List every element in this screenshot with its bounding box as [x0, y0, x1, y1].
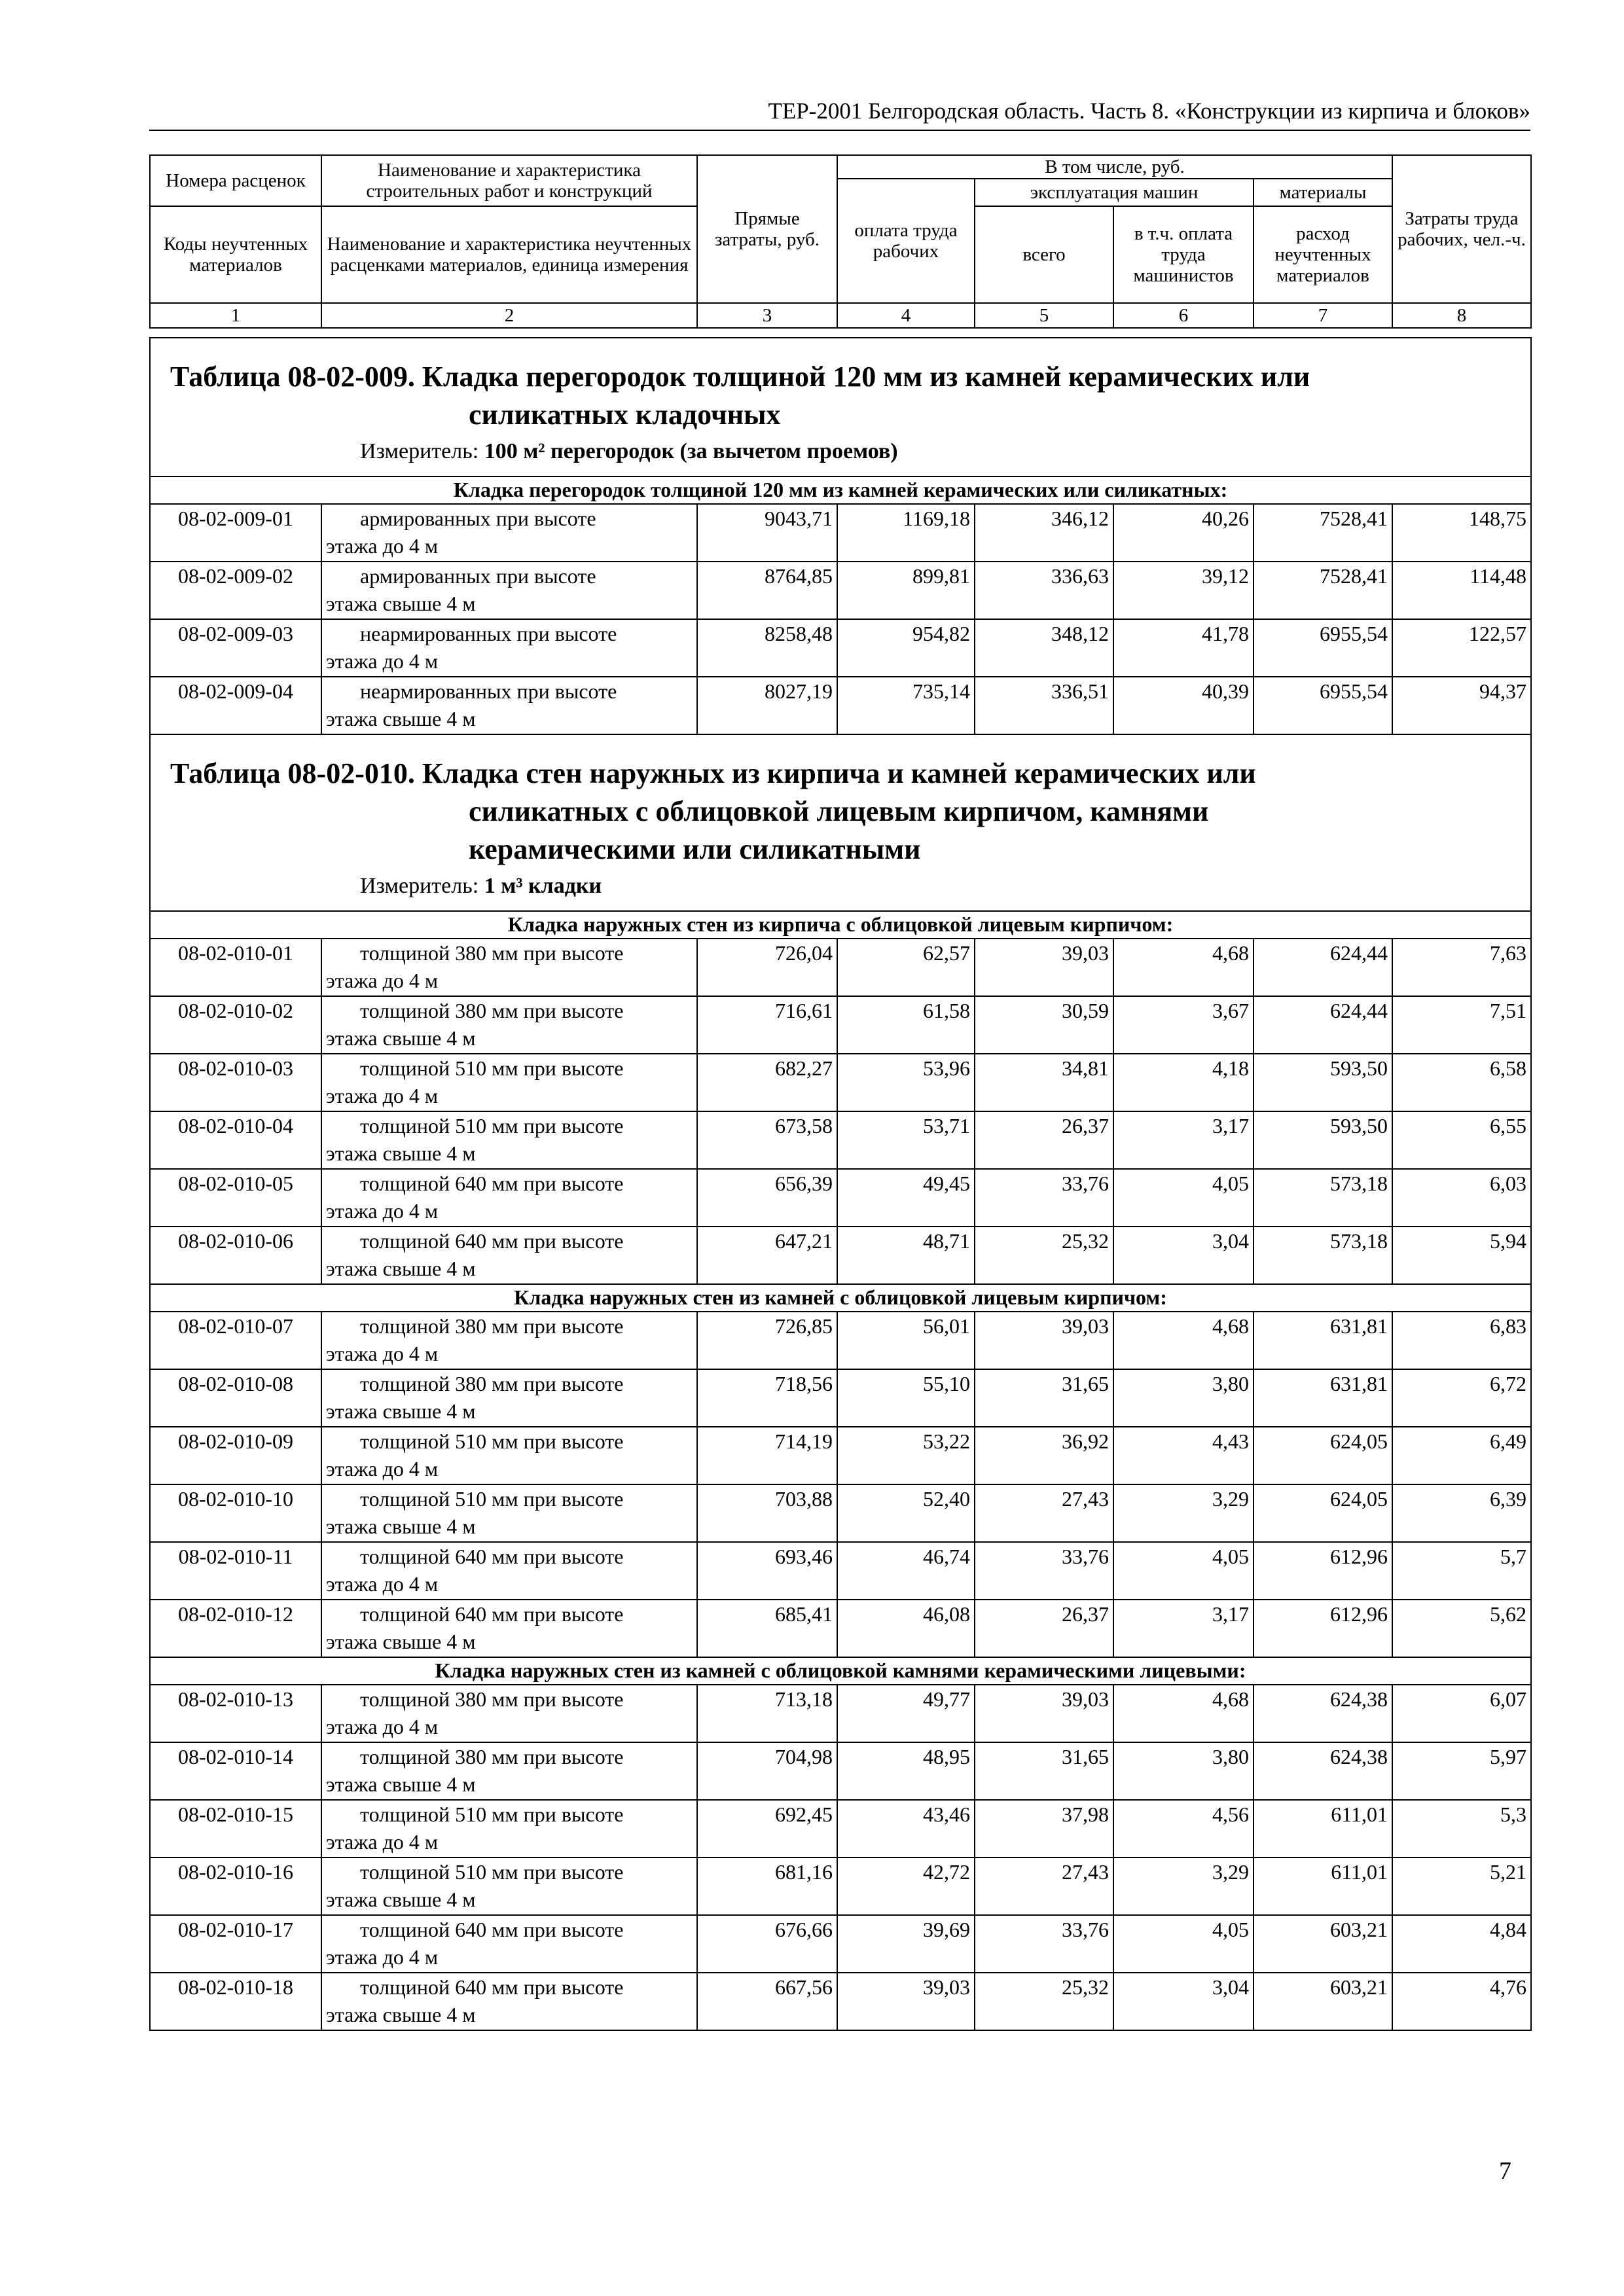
rate-name-line1: толщиной 380 мм при высоте — [360, 941, 624, 965]
value-c5: 33,76 — [975, 1169, 1113, 1227]
column-header-table — [149, 154, 1532, 329]
rate-name-line1: армированных при высоте — [360, 564, 596, 588]
value-c7: 624,05 — [1254, 1484, 1392, 1542]
value-c3: 692,45 — [697, 1800, 837, 1857]
value-c8: 6,83 — [1392, 1312, 1531, 1369]
value-c4: 52,40 — [837, 1484, 975, 1542]
value-c7: 7528,41 — [1254, 562, 1392, 619]
value-c3: 682,27 — [697, 1054, 837, 1111]
rate-name-line1: толщиной 380 мм при высоте — [360, 1314, 624, 1338]
value-c7: 624,38 — [1254, 1685, 1392, 1742]
value-c6: 3,04 — [1113, 1973, 1254, 2030]
rate-code: 08-02-010-16 — [150, 1857, 321, 1915]
rate-code: 08-02-010-15 — [150, 1800, 321, 1857]
col-machines-total-header: всего — [975, 206, 1113, 303]
rate-name-line1: толщиной 640 мм при высоте — [360, 1975, 624, 1999]
value-c6: 4,68 — [1113, 939, 1254, 996]
table-row — [150, 1169, 1531, 1227]
value-c4: 48,71 — [837, 1227, 975, 1284]
section-row — [150, 1657, 1531, 1685]
rate-name-line2: этажа до 4 м — [326, 1945, 439, 1969]
value-c8: 5,94 — [1392, 1227, 1531, 1284]
value-c4: 49,45 — [837, 1169, 975, 1227]
value-c5: 37,98 — [975, 1800, 1113, 1857]
section-row — [150, 911, 1531, 939]
rate-name — [321, 1169, 697, 1227]
value-c3: 726,85 — [697, 1312, 837, 1369]
rate-code: 08-02-009-01 — [150, 504, 321, 562]
rate-name-line2: этажа до 4 м — [326, 649, 439, 673]
value-c4: 735,14 — [837, 677, 975, 734]
rate-name-line1: толщиной 640 мм при высоте — [360, 1602, 624, 1626]
rate-name-line2: этажа свыше 4 м — [326, 2003, 476, 2026]
value-c7: 624,05 — [1254, 1427, 1392, 1484]
rate-name-line2: этажа до 4 м — [326, 1457, 439, 1480]
section-title: Кладка перегородок толщиной 120 мм из камней керамических или силикатных: — [150, 476, 1531, 504]
value-c3: 685,41 — [697, 1600, 837, 1657]
value-c6: 41,78 — [1113, 619, 1254, 677]
value-c8: 6,07 — [1392, 1685, 1531, 1742]
rate-name-line1: толщиной 380 мм при высоте — [360, 1745, 624, 1768]
header-rule — [149, 130, 1530, 131]
value-c6: 4,05 — [1113, 1542, 1254, 1600]
rate-name — [321, 619, 697, 677]
rate-code: 08-02-010-13 — [150, 1685, 321, 1742]
rate-name — [321, 1915, 697, 1973]
value-c4: 53,71 — [837, 1111, 975, 1169]
section-row — [150, 476, 1531, 504]
value-c4: 39,69 — [837, 1915, 975, 1973]
col-codes-header: Номера расценок — [150, 155, 321, 206]
rate-name-line1: толщиной 380 мм при высоте — [360, 1687, 624, 1711]
value-c6: 4,05 — [1113, 1169, 1254, 1227]
value-c3: 8027,19 — [697, 677, 837, 734]
value-c4: 899,81 — [837, 562, 975, 619]
value-c7: 611,01 — [1254, 1800, 1392, 1857]
rate-name — [321, 1054, 697, 1111]
value-c4: 46,74 — [837, 1542, 975, 1600]
table-title-line: силикатных кладочных — [469, 399, 781, 431]
value-c3: 656,39 — [697, 1169, 837, 1227]
machines-header: эксплуатация машин — [975, 179, 1254, 206]
value-c3: 703,88 — [697, 1484, 837, 1542]
table-meter — [170, 437, 1530, 467]
column-number: 3 — [697, 303, 837, 328]
value-c4: 39,03 — [837, 1973, 975, 2030]
value-c7: 593,50 — [1254, 1111, 1392, 1169]
rate-name-line2: этажа до 4 м — [326, 534, 439, 558]
rate-name — [321, 677, 697, 734]
value-c7: 6955,54 — [1254, 619, 1392, 677]
value-c5: 336,51 — [975, 677, 1113, 734]
table-row — [150, 1600, 1531, 1657]
value-c3: 681,16 — [697, 1857, 837, 1915]
meter-value: 100 м² перегородок (за вычетом проемов) — [484, 439, 898, 463]
col-machinist-wage-header: в т.ч. оплата труда машинистов — [1113, 206, 1254, 303]
table-title — [150, 734, 1531, 911]
value-c6: 3,17 — [1113, 1111, 1254, 1169]
value-c6: 3,67 — [1113, 996, 1254, 1054]
rate-name-line2: этажа свыше 4 м — [326, 707, 476, 730]
rate-name — [321, 504, 697, 562]
rate-name — [321, 1484, 697, 1542]
table-row — [150, 1369, 1531, 1427]
rate-name-line2: этажа свыше 4 м — [326, 1257, 476, 1280]
value-c3: 667,56 — [697, 1973, 837, 2030]
col-material-use-header: расход неучтенных материалов — [1254, 206, 1392, 303]
value-c4: 43,46 — [837, 1800, 975, 1857]
rate-name-line1: толщиной 510 мм при высоте — [360, 1056, 624, 1080]
rate-name-line1: толщиной 640 мм при высоте — [360, 1229, 624, 1253]
column-number: 7 — [1254, 303, 1392, 328]
value-c3: 704,98 — [697, 1742, 837, 1800]
included-header: В том числе, руб. — [837, 155, 1392, 179]
value-c8: 4,76 — [1392, 1973, 1531, 2030]
value-c5: 39,03 — [975, 939, 1113, 996]
value-c5: 31,65 — [975, 1369, 1113, 1427]
section-title: Кладка наружных стен из камней с облицовкой камнями керамическими лицевыми: — [150, 1657, 1531, 1685]
value-c7: 612,96 — [1254, 1600, 1392, 1657]
table-row — [150, 1312, 1531, 1369]
value-c6: 4,05 — [1113, 1915, 1254, 1973]
rate-code: 08-02-010-01 — [150, 939, 321, 996]
value-c8: 94,37 — [1392, 677, 1531, 734]
value-c4: 56,01 — [837, 1312, 975, 1369]
column-number: 5 — [975, 303, 1113, 328]
rate-code: 08-02-010-10 — [150, 1484, 321, 1542]
value-c5: 33,76 — [975, 1915, 1113, 1973]
value-c5: 39,03 — [975, 1685, 1113, 1742]
table-row — [150, 562, 1531, 619]
rate-code: 08-02-009-02 — [150, 562, 321, 619]
rate-code: 08-02-010-02 — [150, 996, 321, 1054]
value-c3: 714,19 — [697, 1427, 837, 1484]
value-c8: 6,03 — [1392, 1169, 1531, 1227]
rate-name-line2: этажа до 4 м — [326, 1342, 439, 1365]
rate-name — [321, 996, 697, 1054]
rate-name — [321, 1369, 697, 1427]
rate-name-line2: этажа свыше 4 м — [326, 1772, 476, 1796]
value-c3: 716,61 — [697, 996, 837, 1054]
value-c3: 718,56 — [697, 1369, 837, 1427]
table-number: Таблица 08-02-010. — [170, 757, 415, 789]
value-c8: 148,75 — [1392, 504, 1531, 562]
rate-name-line1: толщиной 510 мм при высоте — [360, 1860, 624, 1884]
value-c8: 5,21 — [1392, 1857, 1531, 1915]
meter-value: 1 м³ кладки — [484, 874, 602, 898]
rate-name-line1: толщиной 510 мм при высоте — [360, 1429, 624, 1453]
rate-code: 08-02-010-07 — [150, 1312, 321, 1369]
table-title-line: Кладка стен наружных из кирпича и камней керамических или — [422, 757, 1256, 789]
table-meter — [170, 871, 1530, 901]
column-number: 1 — [150, 303, 321, 328]
value-c6: 4,43 — [1113, 1427, 1254, 1484]
rate-name-line2: этажа до 4 м — [326, 969, 439, 992]
rate-code: 08-02-010-14 — [150, 1742, 321, 1800]
rate-name-line1: неармированных при высоте — [360, 679, 617, 703]
table-row — [150, 1685, 1531, 1742]
value-c6: 3,29 — [1113, 1484, 1254, 1542]
value-c5: 31,65 — [975, 1742, 1113, 1800]
value-c6: 3,17 — [1113, 1600, 1254, 1657]
table-title — [150, 338, 1531, 476]
rate-name-line1: толщиной 640 мм при высоте — [360, 1918, 624, 1941]
rate-name — [321, 1800, 697, 1857]
value-c4: 49,77 — [837, 1685, 975, 1742]
rate-code: 08-02-010-08 — [150, 1369, 321, 1427]
col-material-names-header: Наименование и характеристика неучтенных расценками материалов, единица измерения — [321, 206, 697, 303]
value-c5: 25,32 — [975, 1973, 1113, 2030]
rate-name — [321, 1600, 697, 1657]
table-row — [150, 1484, 1531, 1542]
table-title-row — [150, 734, 1531, 911]
value-c4: 42,72 — [837, 1857, 975, 1915]
value-c5: 34,81 — [975, 1054, 1113, 1111]
value-c4: 954,82 — [837, 619, 975, 677]
value-c8: 6,58 — [1392, 1054, 1531, 1111]
value-c7: 624,38 — [1254, 1742, 1392, 1800]
value-c7: 631,81 — [1254, 1369, 1392, 1427]
rate-name — [321, 1742, 697, 1800]
value-c4: 62,57 — [837, 939, 975, 996]
value-c7: 593,50 — [1254, 1054, 1392, 1111]
rate-name-line1: толщиной 380 мм при высоте — [360, 999, 624, 1022]
table-row — [150, 1915, 1531, 1973]
value-c4: 61,58 — [837, 996, 975, 1054]
value-c3: 673,58 — [697, 1111, 837, 1169]
rate-name-line1: толщиной 510 мм при высоте — [360, 1487, 624, 1511]
value-c5: 39,03 — [975, 1312, 1113, 1369]
value-c5: 26,37 — [975, 1600, 1113, 1657]
value-c4: 48,95 — [837, 1742, 975, 1800]
value-c8: 6,72 — [1392, 1369, 1531, 1427]
value-c5: 27,43 — [975, 1484, 1113, 1542]
rate-code: 08-02-010-17 — [150, 1915, 321, 1973]
value-c7: 624,44 — [1254, 939, 1392, 996]
value-c7: 603,21 — [1254, 1915, 1392, 1973]
rate-code: 08-02-010-09 — [150, 1427, 321, 1484]
col-material-codes-header: Коды неучтенных материалов — [150, 206, 321, 303]
table-row — [150, 677, 1531, 734]
rate-name — [321, 562, 697, 619]
rate-code: 08-02-010-12 — [150, 1600, 321, 1657]
rate-code: 08-02-010-04 — [150, 1111, 321, 1169]
rate-name — [321, 1111, 697, 1169]
value-c4: 53,96 — [837, 1054, 975, 1111]
column-number: 6 — [1113, 303, 1254, 328]
table-row — [150, 1542, 1531, 1600]
rate-name-line2: этажа до 4 м — [326, 1830, 439, 1854]
value-c6: 39,12 — [1113, 562, 1254, 619]
rate-name-line2: этажа свыше 4 м — [326, 1515, 476, 1538]
rate-name-line2: этажа свыше 4 м — [326, 1630, 476, 1653]
rate-name-line2: этажа свыше 4 м — [326, 1026, 476, 1050]
value-c6: 4,68 — [1113, 1685, 1254, 1742]
value-c3: 9043,71 — [697, 504, 837, 562]
rates-table — [149, 337, 1532, 2031]
value-c8: 122,57 — [1392, 619, 1531, 677]
rate-code: 08-02-010-03 — [150, 1054, 321, 1111]
rate-name-line1: толщиной 510 мм при высоте — [360, 1114, 624, 1138]
value-c7: 624,44 — [1254, 996, 1392, 1054]
value-c3: 726,04 — [697, 939, 837, 996]
value-c5: 36,92 — [975, 1427, 1113, 1484]
value-c8: 114,48 — [1392, 562, 1531, 619]
value-c5: 336,63 — [975, 562, 1113, 619]
value-c8: 7,63 — [1392, 939, 1531, 996]
value-c4: 53,22 — [837, 1427, 975, 1484]
rate-name — [321, 1685, 697, 1742]
rate-name — [321, 1542, 697, 1600]
table-row — [150, 939, 1531, 996]
value-c5: 27,43 — [975, 1857, 1113, 1915]
table-row — [150, 1800, 1531, 1857]
value-c8: 5,62 — [1392, 1600, 1531, 1657]
column-number: 4 — [837, 303, 975, 328]
rate-name — [321, 1427, 697, 1484]
rate-name-line1: толщиной 380 мм при высоте — [360, 1372, 624, 1395]
value-c7: 603,21 — [1254, 1973, 1392, 2030]
table-row — [150, 1427, 1531, 1484]
rate-name — [321, 1973, 697, 2030]
value-c3: 8258,48 — [697, 619, 837, 677]
rate-name-line2: этажа до 4 м — [326, 1572, 439, 1596]
value-c3: 647,21 — [697, 1227, 837, 1284]
value-c4: 55,10 — [837, 1369, 975, 1427]
value-c6: 3,04 — [1113, 1227, 1254, 1284]
rate-name — [321, 1227, 697, 1284]
table-row — [150, 1054, 1531, 1111]
table-title-row — [150, 338, 1531, 476]
value-c6: 3,29 — [1113, 1857, 1254, 1915]
value-c4: 46,08 — [837, 1600, 975, 1657]
value-c7: 7528,41 — [1254, 504, 1392, 562]
table-row — [150, 619, 1531, 677]
rate-code: 08-02-010-18 — [150, 1973, 321, 2030]
value-c8: 6,39 — [1392, 1484, 1531, 1542]
value-c7: 573,18 — [1254, 1169, 1392, 1227]
rate-name — [321, 1857, 697, 1915]
rate-code: 08-02-009-03 — [150, 619, 321, 677]
value-c5: 30,59 — [975, 996, 1113, 1054]
value-c3: 693,46 — [697, 1542, 837, 1600]
table-title-line: керамическими или силикатными — [469, 833, 921, 865]
value-c5: 33,76 — [975, 1542, 1113, 1600]
page-number: 7 — [1499, 2157, 1511, 2185]
value-c7: 6955,54 — [1254, 677, 1392, 734]
rate-name-line1: неармированных при высоте — [360, 622, 617, 645]
rate-name-line2: этажа свыше 4 м — [326, 1888, 476, 1911]
rate-name-line1: толщиной 640 мм при высоте — [360, 1172, 624, 1195]
rate-code: 08-02-010-05 — [150, 1169, 321, 1227]
value-c6: 40,26 — [1113, 504, 1254, 562]
table-row — [150, 1742, 1531, 1800]
meter-label: Измеритель: — [360, 874, 479, 898]
value-c8: 4,84 — [1392, 1915, 1531, 1973]
table-row — [150, 1111, 1531, 1169]
rate-name-line2: этажа свыше 4 м — [326, 1141, 476, 1165]
value-c8: 5,3 — [1392, 1800, 1531, 1857]
col-labor-header: Затраты труда рабочих, чел.-ч. — [1392, 155, 1531, 303]
meter-label: Измеритель: — [360, 439, 479, 463]
table-title-line: силикатных с облицовкой лицевым кирпичом, камнями — [469, 795, 1209, 827]
value-c8: 6,49 — [1392, 1427, 1531, 1484]
rate-name — [321, 939, 697, 996]
value-c8: 6,55 — [1392, 1111, 1531, 1169]
table-row — [150, 1227, 1531, 1284]
rate-name-line2: этажа до 4 м — [326, 1715, 439, 1738]
col-wage-header: оплата труда рабочих — [837, 179, 975, 303]
section-title: Кладка наружных стен из камней с облицовкой лицевым кирпичом: — [150, 1284, 1531, 1312]
section-title: Кладка наружных стен из кирпича с облицовкой лицевым кирпичом: — [150, 911, 1531, 939]
value-c6: 4,68 — [1113, 1312, 1254, 1369]
value-c6: 3,80 — [1113, 1742, 1254, 1800]
table-title-line: Кладка перегородок толщиной 120 мм из камней керамических или — [422, 361, 1310, 393]
table-row — [150, 504, 1531, 562]
table-row — [150, 1857, 1531, 1915]
running-header: ТЕР-2001 Белгородская область. Часть 8. «Конструкции из кирпича и блоков» — [768, 98, 1530, 124]
rate-name-line1: толщиной 640 мм при высоте — [360, 1545, 624, 1568]
rate-code: 08-02-010-06 — [150, 1227, 321, 1284]
value-c3: 713,18 — [697, 1685, 837, 1742]
value-c4: 1169,18 — [837, 504, 975, 562]
rate-name-line2: этажа свыше 4 м — [326, 592, 476, 615]
rate-code: 08-02-009-04 — [150, 677, 321, 734]
value-c5: 346,12 — [975, 504, 1113, 562]
value-c7: 611,01 — [1254, 1857, 1392, 1915]
value-c7: 631,81 — [1254, 1312, 1392, 1369]
value-c8: 5,7 — [1392, 1542, 1531, 1600]
table-row — [150, 1973, 1531, 2030]
value-c7: 573,18 — [1254, 1227, 1392, 1284]
rate-name-line2: этажа до 4 м — [326, 1084, 439, 1107]
rate-code: 08-02-010-11 — [150, 1542, 321, 1600]
value-c7: 612,96 — [1254, 1542, 1392, 1600]
column-number: 8 — [1392, 303, 1531, 328]
value-c3: 676,66 — [697, 1915, 837, 1973]
value-c3: 8764,85 — [697, 562, 837, 619]
value-c6: 40,39 — [1113, 677, 1254, 734]
value-c8: 7,51 — [1392, 996, 1531, 1054]
rate-name — [321, 1312, 697, 1369]
rate-name-line2: этажа свыше 4 м — [326, 1399, 476, 1423]
value-c6: 4,18 — [1113, 1054, 1254, 1111]
value-c5: 25,32 — [975, 1227, 1113, 1284]
materials-header: материалы — [1254, 179, 1392, 206]
value-c8: 5,97 — [1392, 1742, 1531, 1800]
rate-name-line1: толщиной 510 мм при высоте — [360, 1803, 624, 1826]
rate-name-line1: армированных при высоте — [360, 507, 596, 530]
col-name-header: Наименование и характеристика строительных работ и конструкций — [321, 155, 697, 206]
value-c6: 4,56 — [1113, 1800, 1254, 1857]
value-c5: 26,37 — [975, 1111, 1113, 1169]
table-row — [150, 996, 1531, 1054]
section-row — [150, 1284, 1531, 1312]
value-c6: 3,80 — [1113, 1369, 1254, 1427]
col-direct-costs-header: Прямые затраты, руб. — [697, 155, 837, 303]
column-number: 2 — [321, 303, 697, 328]
table-number: Таблица 08-02-009. — [170, 361, 415, 393]
value-c5: 348,12 — [975, 619, 1113, 677]
rate-name-line2: этажа до 4 м — [326, 1199, 439, 1223]
